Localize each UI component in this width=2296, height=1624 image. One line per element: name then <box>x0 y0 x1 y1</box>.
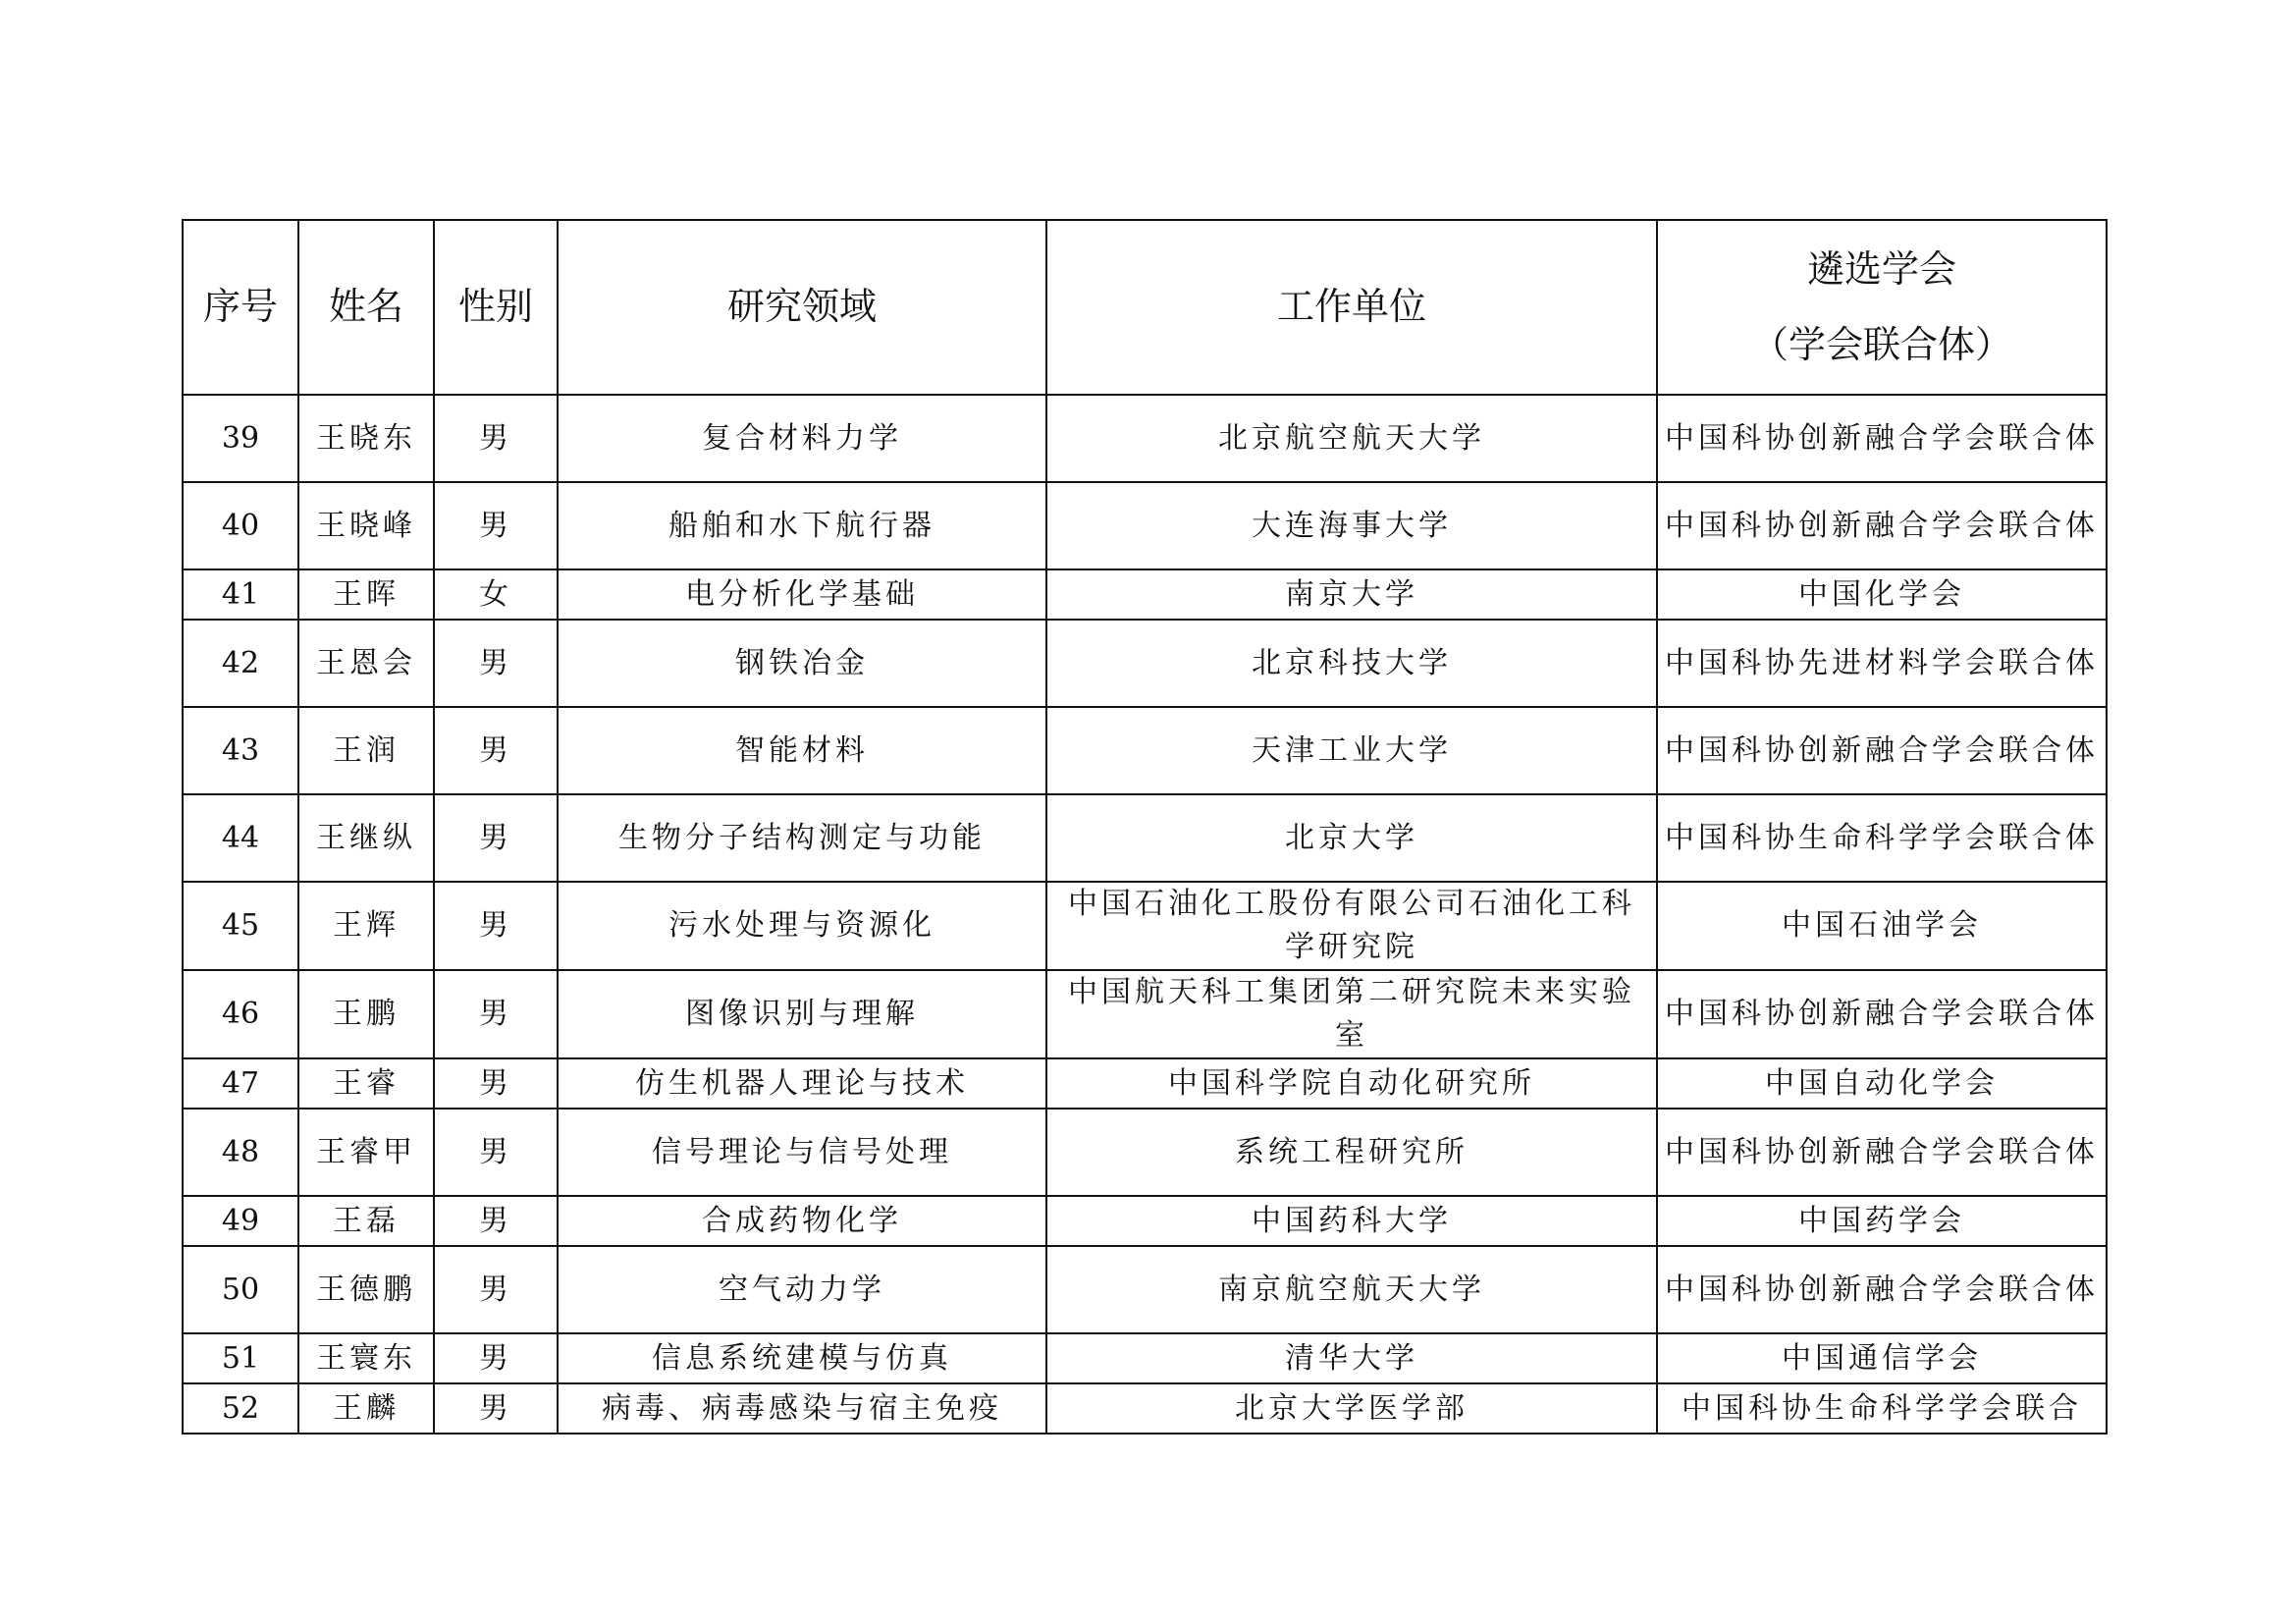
header-org: 工作单位 <box>1046 220 1657 395</box>
cell-field: 电分析化学基础 <box>558 569 1046 620</box>
cell-org: 中国药科大学 <box>1046 1196 1657 1246</box>
cell-org: 系统工程研究所 <box>1046 1109 1657 1196</box>
cell-index: 43 <box>183 707 298 794</box>
cell-gender: 男 <box>434 395 558 482</box>
cell-name: 王寰东 <box>298 1333 434 1383</box>
cell-index: 41 <box>183 569 298 620</box>
cell-gender: 男 <box>434 1333 558 1383</box>
cell-org: 南京航空航天大学 <box>1046 1246 1657 1333</box>
table-row <box>183 794 2107 882</box>
cell-index: 50 <box>183 1246 298 1333</box>
cell-gender: 男 <box>434 620 558 707</box>
cell-name: 王继纵 <box>298 794 434 882</box>
cell-name: 王麟 <box>298 1383 434 1434</box>
cell-field: 空气动力学 <box>558 1246 1046 1333</box>
cell-society: 中国科协创新融合学会联合体 <box>1657 707 2107 794</box>
cell-org: 北京航空航天大学 <box>1046 395 1657 482</box>
header-gender: 性别 <box>434 220 558 395</box>
table-row <box>183 707 2107 794</box>
cell-field: 智能材料 <box>558 707 1046 794</box>
cell-society: 中国科协创新融合学会联合体 <box>1657 482 2107 569</box>
cell-name: 王睿 <box>298 1058 434 1109</box>
cell-name: 王睿甲 <box>298 1109 434 1196</box>
cell-index: 39 <box>183 395 298 482</box>
header-society <box>1657 220 2107 395</box>
cell-field: 钢铁冶金 <box>558 620 1046 707</box>
cell-org: 北京科技大学 <box>1046 620 1657 707</box>
cell-index: 44 <box>183 794 298 882</box>
cell-field: 合成药物化学 <box>558 1196 1046 1246</box>
cell-field: 仿生机器人理论与技术 <box>558 1058 1046 1109</box>
cell-society: 中国科协先进材料学会联合体 <box>1657 620 2107 707</box>
cell-society: 中国科协生命科学学会联合 <box>1657 1383 2107 1434</box>
header-field: 研究领域 <box>558 220 1046 395</box>
cell-gender: 男 <box>434 1109 558 1196</box>
cell-org: 中国航天科工集团第二研究院未来实验室 <box>1046 970 1657 1058</box>
cell-org: 中国石油化工股份有限公司石油化工科学研究院 <box>1046 882 1657 970</box>
header-name: 姓名 <box>298 220 434 395</box>
cell-society: 中国化学会 <box>1657 569 2107 620</box>
cell-name: 王晖 <box>298 569 434 620</box>
cell-field: 病毒、病毒感染与宿主免疫 <box>558 1383 1046 1434</box>
cell-name: 王恩会 <box>298 620 434 707</box>
cell-org: 大连海事大学 <box>1046 482 1657 569</box>
cell-society: 中国通信学会 <box>1657 1333 2107 1383</box>
table-row <box>183 1333 2107 1383</box>
cell-org: 清华大学 <box>1046 1333 1657 1383</box>
cell-field: 污水处理与资源化 <box>558 882 1046 970</box>
header-index: 序号 <box>183 220 298 395</box>
table-row <box>183 1246 2107 1333</box>
cell-gender: 男 <box>434 707 558 794</box>
table-row <box>183 395 2107 482</box>
cell-name: 王润 <box>298 707 434 794</box>
cell-gender: 男 <box>434 1196 558 1246</box>
table-row <box>183 569 2107 620</box>
cell-field: 生物分子结构测定与功能 <box>558 794 1046 882</box>
cell-name: 王磊 <box>298 1196 434 1246</box>
cell-gender: 男 <box>434 1383 558 1434</box>
cell-org: 北京大学 <box>1046 794 1657 882</box>
cell-society: 中国科协创新融合学会联合体 <box>1657 1246 2107 1333</box>
cell-field: 信号理论与信号处理 <box>558 1109 1046 1196</box>
cell-field: 信息系统建模与仿真 <box>558 1333 1046 1383</box>
cell-index: 51 <box>183 1333 298 1383</box>
cell-org: 南京大学 <box>1046 569 1657 620</box>
cell-gender: 男 <box>434 794 558 882</box>
cell-index: 49 <box>183 1196 298 1246</box>
cell-index: 42 <box>183 620 298 707</box>
cell-field: 船舶和水下航行器 <box>558 482 1046 569</box>
cell-society: 中国科协创新融合学会联合体 <box>1657 1109 2107 1196</box>
cell-field: 复合材料力学 <box>558 395 1046 482</box>
candidate-table <box>182 219 2108 1435</box>
cell-gender: 女 <box>434 569 558 620</box>
cell-name: 王鹏 <box>298 970 434 1058</box>
cell-index: 45 <box>183 882 298 970</box>
cell-index: 47 <box>183 1058 298 1109</box>
header-society-line2: （学会联合体） <box>1750 323 2012 366</box>
cell-name: 王辉 <box>298 882 434 970</box>
cell-gender: 男 <box>434 970 558 1058</box>
cell-name: 王晓峰 <box>298 482 434 569</box>
table-row <box>183 620 2107 707</box>
cell-index: 40 <box>183 482 298 569</box>
cell-index: 52 <box>183 1383 298 1434</box>
cell-gender: 男 <box>434 1058 558 1109</box>
cell-gender: 男 <box>434 482 558 569</box>
cell-name: 王晓东 <box>298 395 434 482</box>
cell-gender: 男 <box>434 882 558 970</box>
cell-org: 中国科学院自动化研究所 <box>1046 1058 1657 1109</box>
cell-society: 中国科协创新融合学会联合体 <box>1657 395 2107 482</box>
cell-index: 48 <box>183 1109 298 1196</box>
cell-gender: 男 <box>434 1246 558 1333</box>
table-row <box>183 882 2107 970</box>
table-row <box>183 482 2107 569</box>
header-row <box>183 220 2107 395</box>
table-row <box>183 1109 2107 1196</box>
cell-org: 北京大学医学部 <box>1046 1383 1657 1434</box>
cell-society: 中国药学会 <box>1657 1196 2107 1246</box>
cell-org: 天津工业大学 <box>1046 707 1657 794</box>
table-row <box>183 1196 2107 1246</box>
cell-society: 中国科协生命科学学会联合体 <box>1657 794 2107 882</box>
cell-name: 王德鹏 <box>298 1246 434 1333</box>
cell-index: 46 <box>183 970 298 1058</box>
header-society-line1: 遴选学会 <box>1806 246 1956 291</box>
cell-field: 图像识别与理解 <box>558 970 1046 1058</box>
cell-society: 中国科协创新融合学会联合体 <box>1657 970 2107 1058</box>
table-row <box>183 1383 2107 1434</box>
table-row <box>183 1058 2107 1109</box>
table-row <box>183 970 2107 1058</box>
cell-society: 中国石油学会 <box>1657 882 2107 970</box>
cell-society: 中国自动化学会 <box>1657 1058 2107 1109</box>
